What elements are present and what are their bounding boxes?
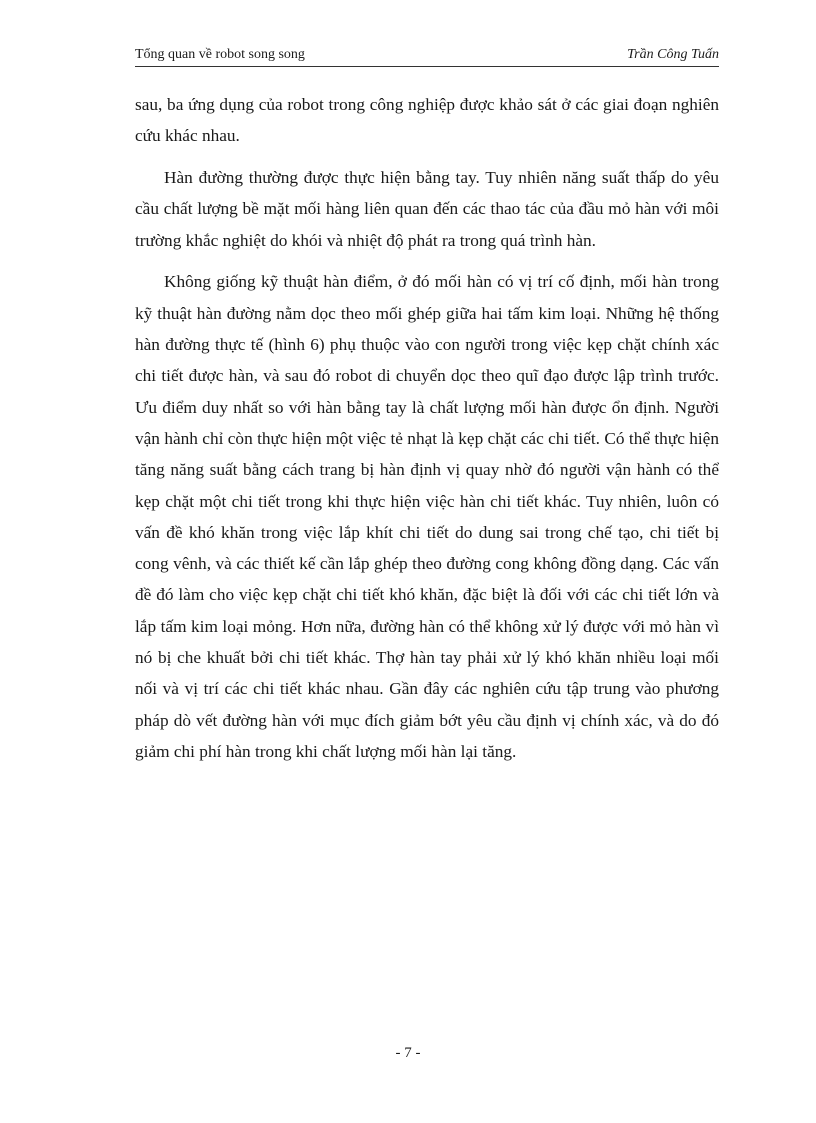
body-text <box>135 89 719 778</box>
header-author: Trần Công Tuấn <box>627 47 719 62</box>
paragraph-seam-welding-manual: Hàn đường thường được thực hiện bằng tay. Tuy nhiên năng suất thấp do yêu cầu chất lượng bề mặt mối hàng liên quan đến các thao tác của đầu mỏ hàn với môi trường khắc nghiệt do khói và nhiệt độ phát ra trong quá trình hàn. <box>135 168 719 250</box>
page-header <box>135 44 719 67</box>
page-number: - 7 - <box>395 1045 421 1061</box>
paragraph-continuation: sau, ba ứng dụng của robot trong công nghiệp được khảo sát ở các giai đoạn nghiên cứu khác nhau. <box>135 95 719 146</box>
header-document-title: Tổng quan về robot song song <box>135 47 305 62</box>
paragraph-seam-welding-systems: Không giống kỹ thuật hàn điểm, ở đó mối hàn có vị trí cố định, mối hàn trong kỹ thuật hàn đường nằm dọc theo mối ghép giữa hai tấm kim loại. Những hệ thống hàn đường thực tế (hình 6) phụ thuộc vào con người trong việc kẹp chặt chính xác chi tiết được hàn, và sau đó robot di chuyển dọc theo quĩ đạo được lập trình trước. Ưu điểm duy nhất so với hàn bằng tay là chất lượng mối hàn được ổn định. Người vận hành chỉ còn thực hiện một việc tẻ nhạt là kẹp chặt các chi tiết. Có thể thực hiện tăng năng suất bằng cách trang bị hàn định vị quay nhờ đó người vận hành có thể kẹp chặt một chi tiết trong khi thực hiện việc hàn chi tiết khác. Tuy nhiên, luôn có vấn đề khó khăn trong việc lắp khít chi tiết do dung sai trong chế tạo, chi tiết bị cong vênh, và các thiết kế cần lắp ghép theo đường cong không đồng dạng. Các vấn đề đó làm cho việc kẹp chặt chi tiết khó khăn, đặc biệt là đối với các chi tiết lớn và lắp tấm kim loại mỏng. Hơn nữa, đường hàn có thể không xử lý được với mỏ hàn vì nó bị che khuất bởi chi tiết khác. Thợ hàn tay phải xử lý khó khăn nhiều loại mối nối và vị trí các chi tiết khác nhau. Gần đây các nghiên cứu tập trung vào phương pháp dò vết đường hàn với mục đích giảm bớt yêu cầu định vị chính xác, và do đó giảm chi phí hàn trong khi chất lượng mối hàn lại tăng. <box>135 272 719 761</box>
